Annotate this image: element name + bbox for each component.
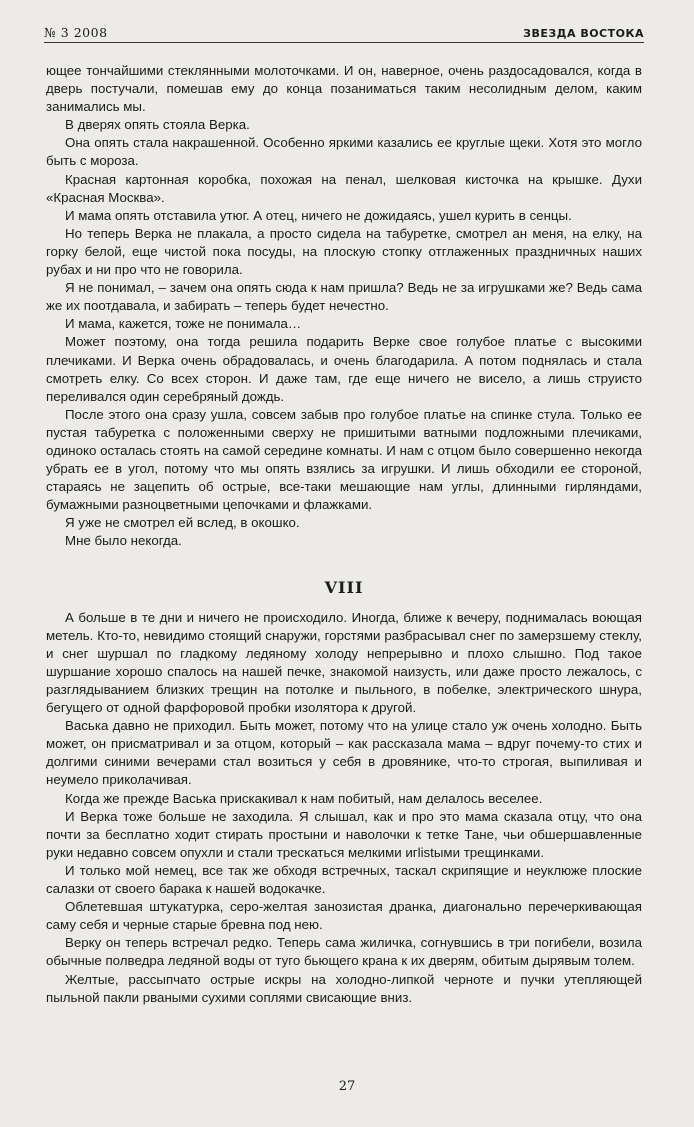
running-header (44, 24, 644, 43)
paragraph: И Верка тоже больше не заходила. Я слышал, как и про это мама сказала отцу, что она почти за бесплатно ходит стирать простыни и наволочки к тетке Тане, чьи обшершавленные руки недавно совсем опухли и стали трескаться мелкими игlistыми трещинками. (46, 808, 642, 860)
paragraph: И мама опять отставила утюг. А отец, ничего не дожидаясь, ушел курить в сенцы. (65, 207, 572, 223)
paragraph: Васька давно не приходил. Быть может, потому что на улице стало уж очень холодно. Быть может, он присматривал и за отцом, который – как рассказала мама – вдруг почему-то стих и долгими синими вечерами стал возиться у себя в дровянике, что-то строгая, выпиливая и неумело приколачивая. (46, 718, 642, 788)
issue-number: № 3 2008 (44, 25, 108, 40)
paragraph: Верку он теперь встречал редко. Теперь сама жиличка, согнувшись в три погибели, возила обычные полведра ледяной воды от туго бьющего крана к их дверям, обитым дырявым толем. (46, 935, 642, 969)
paragraph: И мама, кажется, тоже не понимала… (65, 316, 302, 332)
paragraph: Мне было некогда. (65, 533, 182, 549)
paragraph: Она опять стала накрашенной. Особенно яркими казались ее круглые щеки. Хотя это могло быть с мороза. (46, 135, 642, 169)
page-number: 27 (338, 1079, 356, 1094)
paragraph: Я уже не смотрел ей вслед, в окошко. (65, 515, 300, 531)
paragraph: Желтые, рассыпчато острые искры на холодно-липкой черноте и пучки утепляющей пыльной пакли рваными сухими соплями свисающие вниз. (46, 971, 642, 1005)
paragraph: ющее тончайшими стеклянными молоточками. И он, наверное, очень раздосадовался, когда в дверь постучали, помешав ему до конца позаниматься таким несолидным делом, каким занимались мы. (46, 63, 642, 115)
paragraph: Но теперь Верка не плакала, а просто сидела на табуретке, смотрел ан меня, на елку, на горку белой, еще чистой пока посуды, на плоскую стопку отглаженных праздничных наших рубах и ни про что не говорила. (46, 225, 642, 278)
article-body (46, 62, 642, 1007)
paragraph: Я не понимал, – зачем она опять сюда к нам пришла? Ведь не за игрушками же? Ведь сама же их поотдавала, и забирать – теперь будет нечестно. (46, 280, 642, 314)
paragraph: И только мой немец, все так же обходя встречных, таскал скрипящие и неуклюже плоские салазки от своего барака к нашей водокачке. (46, 862, 642, 897)
paragraph: Может поэтому, она тогда решила подарить Верке свое голубое платье с высокими плечиками. И Верка очень обрадовалась, и очень благодарила. А потом поднялась и стала смотреть елку. Со всех сторон. И даже там, где еще ничего не висело, а лишь струисто переливался один серебряный дождь. (46, 334, 642, 404)
paragraph: Облетевшая штукатурка, серо-желтая занозистая дранка, диагонально перечеркивающая саму себя и черные старые бревна под нею. (46, 899, 642, 933)
journal-title: ЗВЕЗДА ВОСТОКА (523, 27, 644, 40)
paragraph: А больше в те дни и ничего не происходило. Иногда, ближе к вечеру, поднималась воющая метель. Кто-то, невидимо стоящий снаружи, горстями разбрасывал снег по замерзшему стеклу, и снег шуршал по гладкому ледяному холоду непрерывно и плохо слышно. Под такое шуршание хорошо спалось на нашей печке, знакомой наизусть, или даже просто лежалось, с разглядыванием близких трещин на потолке и пыльного, в побелке, электрического шнура, бегущего от одной фарфоровой пробки изолятора к другой. (46, 609, 642, 716)
chapter-heading: VIII (324, 577, 364, 597)
paragraph: В дверях опять стояла Верка. (65, 117, 250, 133)
paragraph: Когда же прежде Васька прискакивал к нам побитый, нам делалось веселее. (65, 790, 543, 806)
paragraph: После этого она сразу ушла, совсем забыв про голубое платье на спинке стула. Только ее пустая табуретка с положенными сверху не пришитыми ватными подложными плечиками, одиноко осталась стоять на самой середине комнаты. И нам с отцом было совершенно некогда убрать ее в угол, потому что мы опять взялись за игрушки. И лишь обходили ее стороной, стараясь не зацепить об острые, все-таки мешающие нам углы, длинными гирляндами, бумажными разноцветными цепочками и флажками. (46, 406, 642, 513)
paragraph: Красная картонная коробка, похожая на пенал, шелковая кисточка на крышке. Духи «Красная Москва». (46, 171, 642, 205)
